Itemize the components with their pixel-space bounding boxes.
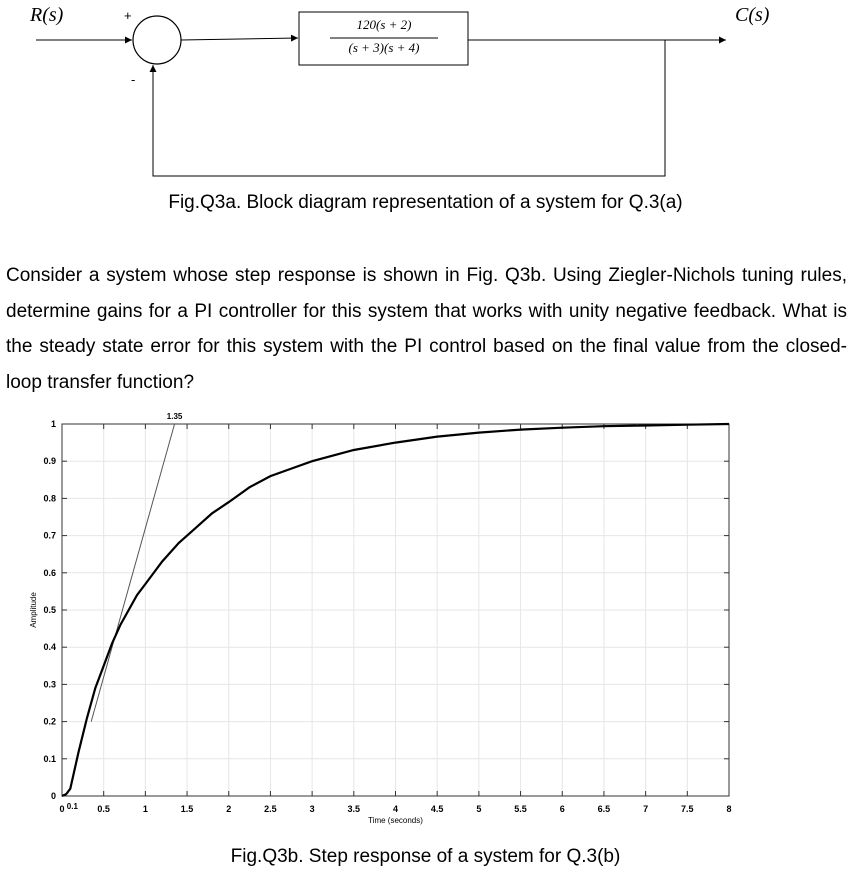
x-tick-label: 0 bbox=[59, 804, 65, 814]
x-tick-label: 0.5 bbox=[97, 804, 110, 814]
minus-sign: - bbox=[131, 72, 136, 87]
x-tick-label: 4 bbox=[392, 804, 399, 814]
y-tick-label: 0.6 bbox=[43, 567, 56, 578]
x-tick-label: 3 bbox=[309, 804, 315, 814]
x-tick-label: 6.5 bbox=[597, 804, 611, 814]
x-tick-label: 6 bbox=[559, 804, 565, 814]
plus-sign: + bbox=[124, 8, 132, 23]
step-response-chart bbox=[0, 400, 851, 835]
x-tick-label: 1 bbox=[142, 804, 148, 814]
forward-arrow bbox=[181, 38, 298, 40]
y-tick-label: 0.8 bbox=[43, 493, 56, 504]
x-tick-label: 8 bbox=[726, 804, 732, 814]
output-label: C(s) bbox=[735, 4, 770, 26]
y-tick-label: 0 bbox=[50, 791, 56, 801]
x-axis-label: Time (seconds) bbox=[368, 816, 423, 825]
y-tick-label: 0.5 bbox=[43, 605, 56, 615]
x-tick-label: 5.5 bbox=[514, 804, 527, 814]
y-tick-label: 0.1 bbox=[43, 753, 56, 764]
question-text: Consider a system whose step response is shown in Fig. Q3b. Using Ziegler-Nichols tuning rules, determine gains for a PI controller for this system that works with unity negative feedback. What is the steady state error for this system with the PI control based on the final value from the closed-loop transfer function? bbox=[6, 265, 847, 393]
x-tick-label: 1.5 bbox=[180, 804, 194, 814]
figure-a-caption: Fig.Q3a. Block diagram representation of a system for Q.3(a) bbox=[168, 192, 683, 213]
y-tick-label: 0.3 bbox=[43, 679, 56, 690]
summing-junction bbox=[133, 16, 181, 64]
y-tick-label: 0.2 bbox=[43, 716, 56, 727]
tf-numerator: 120(s + 2) bbox=[356, 17, 412, 32]
y-tick-label: 0.7 bbox=[43, 530, 56, 541]
input-label: R(s) bbox=[30, 4, 64, 26]
x-tick-label: 5 bbox=[476, 804, 482, 814]
figure-b-caption: Fig.Q3b. Step response of a system for Q.3(b) bbox=[230, 846, 621, 867]
y-tick-label: 1 bbox=[50, 419, 56, 429]
x-tick-label: 3.5 bbox=[347, 804, 361, 814]
tangent-annotation: 1.35 bbox=[166, 412, 183, 421]
y-tick-label: 0.4 bbox=[43, 642, 56, 653]
y-tick-label: 0.9 bbox=[43, 456, 56, 467]
x-tick-label: 2 bbox=[226, 804, 232, 814]
y-axis-label: Amplitude bbox=[29, 592, 38, 628]
x-tick-label: 7.5 bbox=[681, 804, 694, 814]
x-tick-label: 2.5 bbox=[264, 804, 277, 814]
x-extra-tick-label: 0.1 bbox=[66, 802, 78, 811]
x-tick-label: 4.5 bbox=[430, 804, 444, 814]
x-tick-label: 7 bbox=[643, 804, 649, 814]
tf-denominator: (s + 3)(s + 4) bbox=[348, 40, 420, 55]
